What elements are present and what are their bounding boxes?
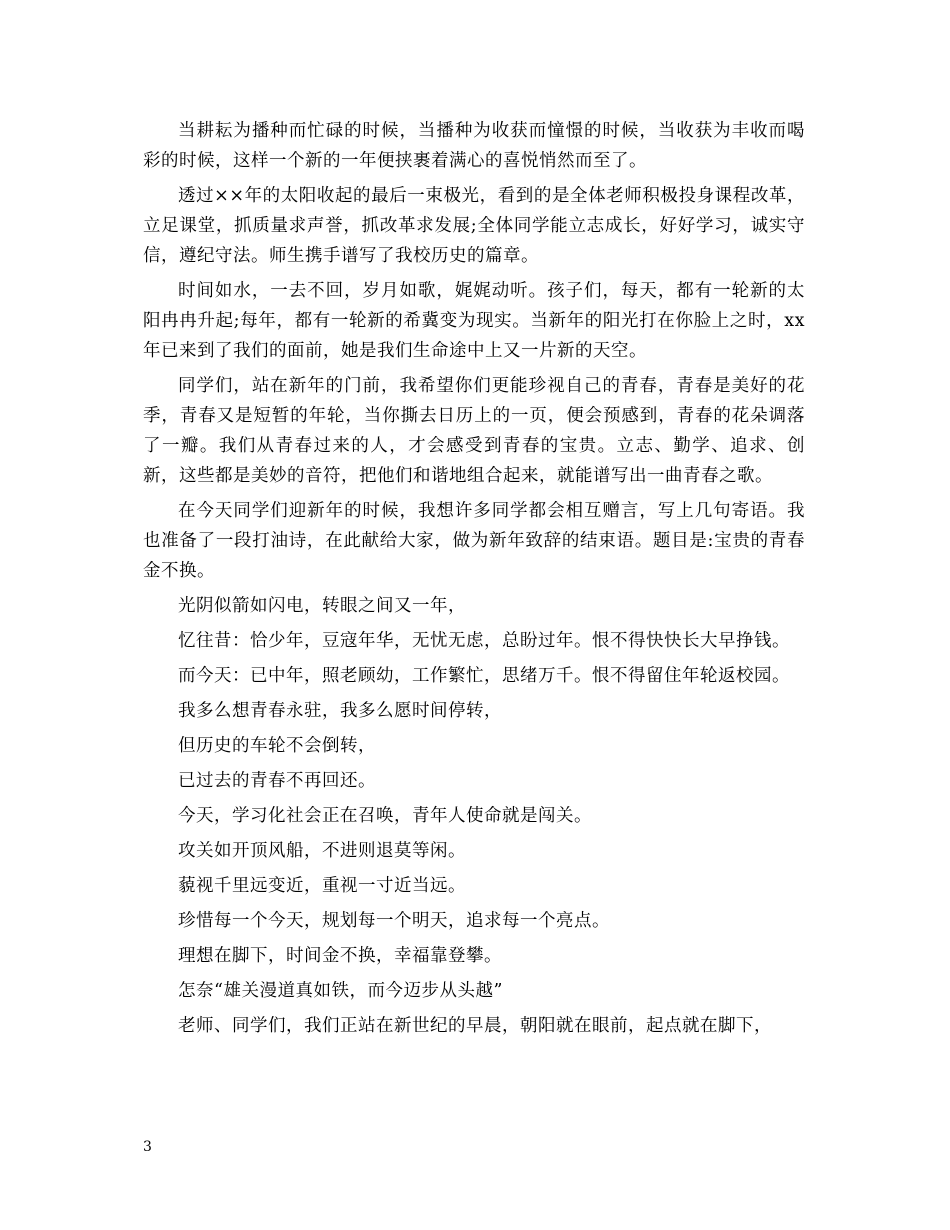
poem-line: 理想在脚下，时间金不换，幸福靠登攀。 [178,946,502,966]
poem-line: 老师、同学们，我们正站在新世纪的早晨，朝阳就在眼前，起点就在脚下， [178,1016,772,1036]
poem-line: 藐视千里远变近，重视一寸近当远。 [178,876,466,896]
poem-line: 今天，学习化社会正在召唤，青年人使命就是闯关。 [178,806,592,826]
poem-line: 而今天：已中年，照老顾幼，工作繁忙，思绪万千。恨不得留住年轮返校园。 [178,666,790,686]
poem-line: 忆往昔：恰少年，豆寇年华，无忧无虑，总盼过年。恨不得快快长大早挣钱。 [178,631,790,651]
poem-line: 光阴似箭如闪电，转眼之间又一年， [178,596,466,616]
poem-line: 珍惜每一个今天，规划每一个明天，追求每一个亮点。 [178,911,610,931]
poem-line: 但历史的车轮不会倒转， [178,736,376,756]
poem-line: 怎奈“雄关漫道真如铁，而今迈步从头越” [178,981,503,1001]
page-number: 3 [143,1139,152,1155]
paragraph: 时间如水，一去不回，岁月如歌，娓娓动听。孩子们，每天，都有一轮新的太阳冉冉升起;每年，都有一轮新的希冀变为现实。当新年的阳光打在你脸上之时，xx年已来到了我们的面前，她是我们生命途中上又一片新的天空。 [143,281,805,361]
poem-line: 攻关如开顶风船，不进则退莫等闲。 [178,841,466,861]
paragraph: 透过××年的太阳收起的最后一束极光，看到的是全体老师积极投身课程改革，立足课堂，抓质量求声誉，抓改革求发展;全体同学能立志成长，好好学习，诚实守信，遵纪守法。师生携手谱写了我校历史的篇章。 [143,186,805,266]
paragraph: 在今天同学们迎新年的时候，我想许多同学都会相互赠言，写上几句寄语。我也准备了一段打油诗，在此献给大家，做为新年致辞的结束语。题目是:宝贵的青春金不换。 [143,501,805,581]
document-body [143,116,805,1046]
paragraph: 同学们，站在新年的门前，我希望你们更能珍视自己的青春，青春是美好的花季，青春又是短暂的年轮，当你撕去日历上的一页，便会预感到，青春的花朵调落了一瓣。我们从青春过来的人，才会感受到青春的宝贵。立志、勤学、追求、创新，这些都是美妙的音符，把他们和谐地组合起来，就能谱写出一曲青春之歌。 [143,376,805,486]
poem-line: 我多么想青春永驻，我多么愿时间停转， [178,701,502,721]
paragraph: 当耕耘为播种而忙碌的时候，当播种为收获而憧憬的时候，当收获为丰收而喝彩的时候，这样一个新的一年便挟裹着满心的喜悦悄然而至了。 [143,121,805,171]
poem-line: 已过去的青春不再回还。 [178,771,376,791]
